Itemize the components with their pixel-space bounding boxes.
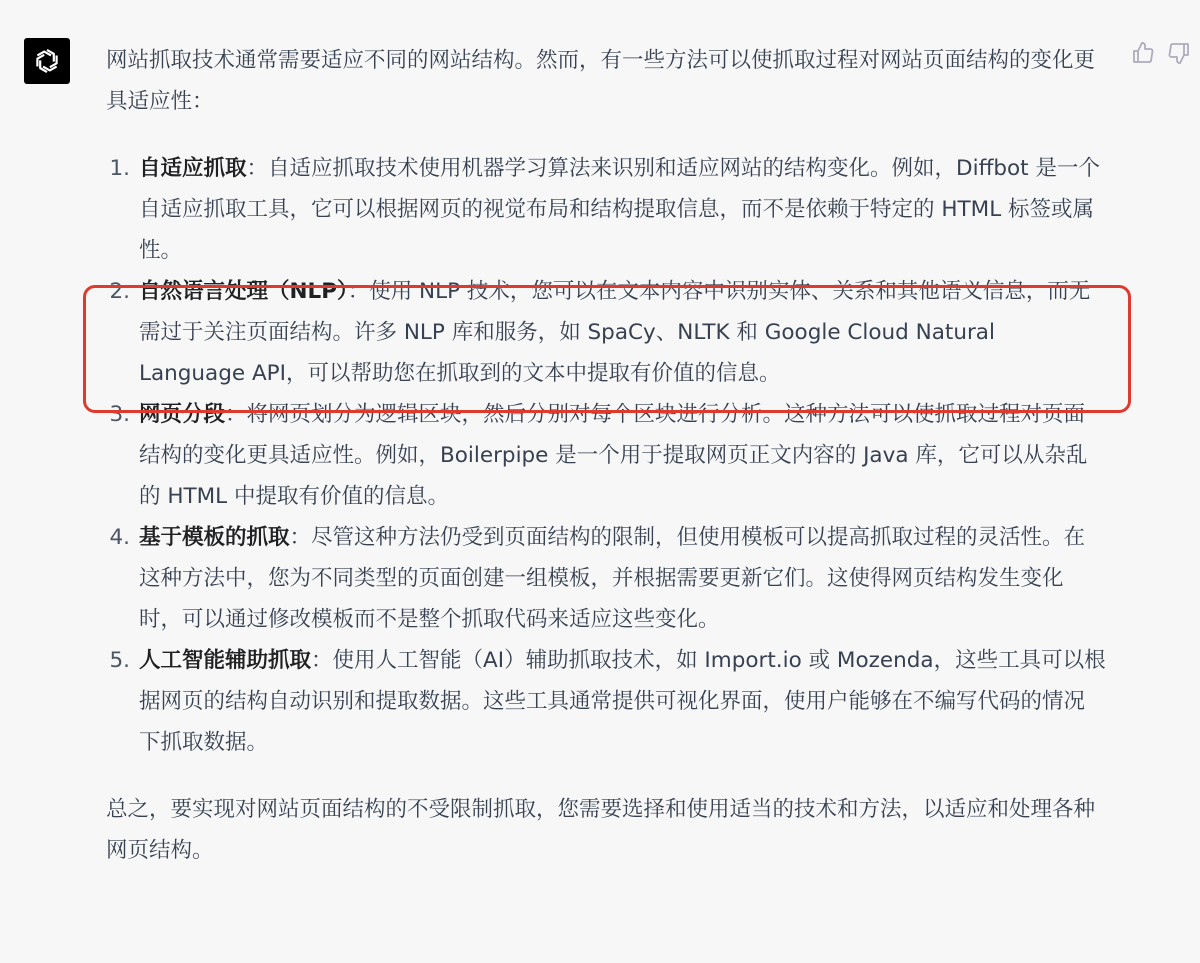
item-text: 将网页划分为逻辑区块，然后分别对每个区块进行分析。这种方法可以使抓取过程对页面结构的变化更具适应性。例如，Boilerpipe 是一个用于提取网页正文内容的 Java 库，它可以从杂乱的 HTML 中提取有价值的信息。 [139, 402, 1088, 509]
openai-logo-icon [30, 44, 64, 78]
item-term: 网页分段 [139, 402, 226, 427]
conclusion-paragraph: 总之，要实现对网站页面结构的不受限制抓取，您需要选择和使用适当的技术和方法，以适应和处理各种网页结构。 [106, 797, 1096, 863]
thumbs-up-icon [1131, 41, 1155, 65]
item-text: 尽管这种方法仍受到页面结构的限制，但使用模板可以提高抓取过程的灵活性。在这种方法中，您为不同类型的页面创建一组模板，并根据需要更新它们。这使得网页结构发生变化时，可以通过修改模板而不是整个抓取代码来适应这些变化。 [139, 525, 1086, 632]
list-number: 1. [109, 156, 130, 181]
item-text: 使用 NLP 技术，您可以在文本内容中识别实体、关系和其他语义信息，而无需过于关注页面结构。许多 NLP 库和服务，如 SpaCy、NLTK 和 Google Cloud Natural Language API，可以帮助您在抓取到的文本中提取有价值的信息。 [139, 279, 1091, 386]
intro-paragraph: 网站抓取技术通常需要适应不同的网站结构。然而，有一些方法可以使抓取过程对网站页面结构的变化更具适应性： [106, 48, 1096, 114]
thumbs-up-button[interactable] [1130, 40, 1156, 66]
message-feedback [1130, 40, 1192, 66]
list-number: 4. [109, 525, 130, 550]
item-text: 使用人工智能（AI）辅助抓取技术，如 Import.io 或 Mozenda，这些工具可以根据网页的结构自动识别和提取数据。这些工具通常提供可视化界面，使用户能够在不编写代码的情况下抓取数据。 [139, 648, 1106, 755]
item-text: 自适应抓取技术使用机器学习算法来识别和适应网站的结构变化。例如，Diffbot 是一个自适应抓取工具，它可以根据网页的视觉布局和结构提取信息，而不是依赖于特定的 HTML 标签或属性。 [139, 156, 1100, 263]
thumbs-down-button[interactable] [1166, 40, 1192, 66]
item-separator: ： [225, 402, 247, 427]
item-term: 自然语言处理（NLP） [139, 279, 348, 304]
item-separator: ： [289, 525, 312, 550]
list-number: 2. [109, 279, 130, 304]
item-term: 自适应抓取 [139, 156, 247, 181]
item-separator: ： [246, 156, 269, 181]
message-content [106, 40, 1106, 871]
item-separator: ： [347, 279, 370, 304]
item-term: 基于模板的抓取 [139, 525, 290, 550]
list-item [106, 148, 1106, 271]
assistant-avatar [24, 38, 70, 84]
thumbs-down-icon [1167, 41, 1191, 65]
list-item [106, 517, 1106, 640]
list-item [106, 394, 1106, 517]
list-item [106, 271, 1106, 394]
list-item [106, 640, 1106, 763]
list-number: 3. [109, 402, 130, 427]
item-term: 人工智能辅助抓取 [139, 648, 312, 673]
item-separator: ： [311, 648, 333, 673]
method-list [106, 148, 1106, 763]
list-number: 5. [109, 648, 130, 673]
